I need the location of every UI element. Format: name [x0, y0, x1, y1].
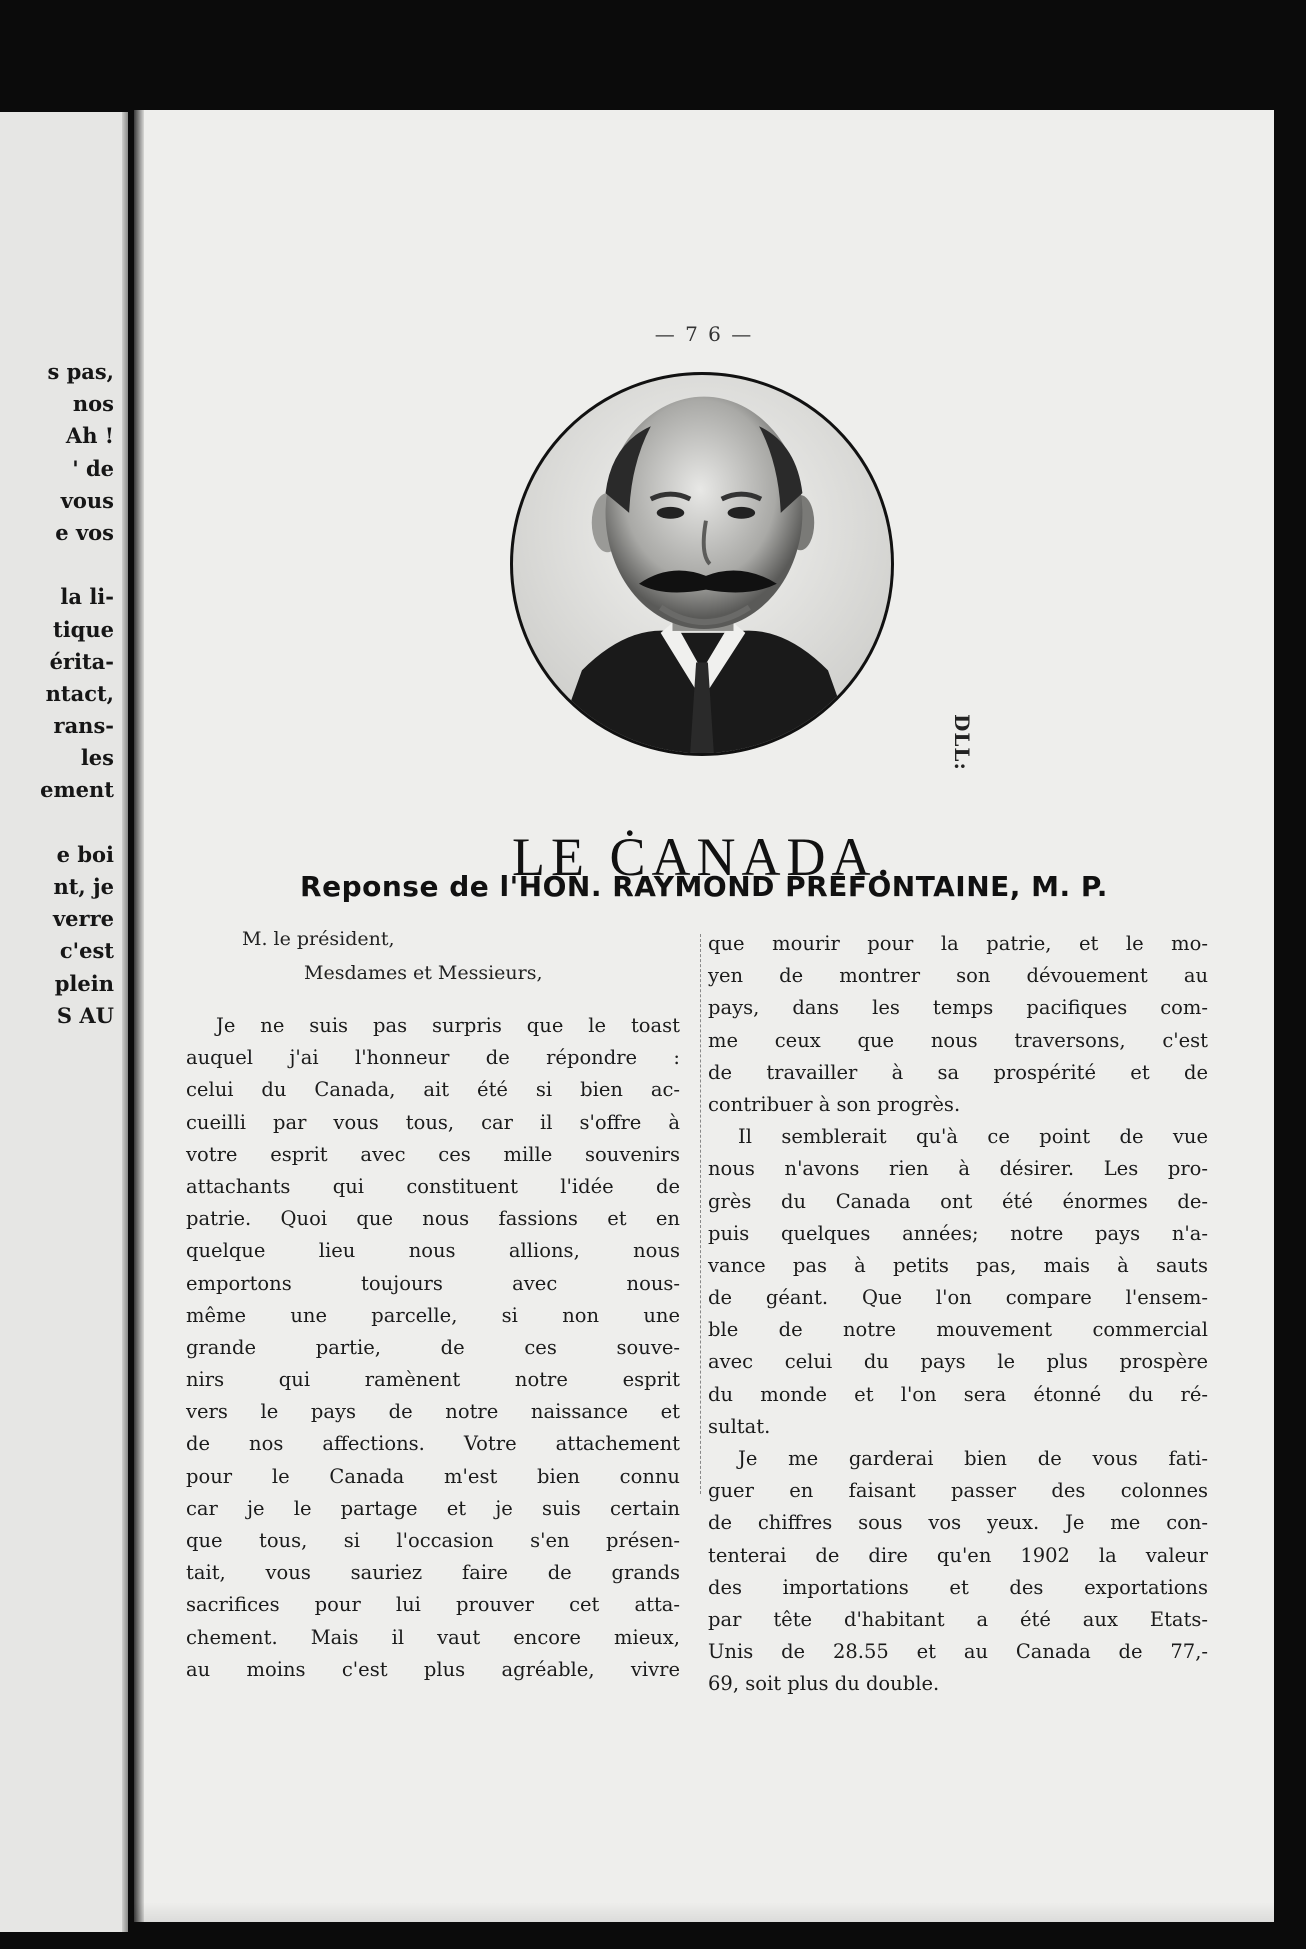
document-page — [134, 110, 1274, 1922]
text-line: chement. Mais il vaut encore mieux, — [186, 1625, 680, 1649]
text-line: par tête d'habitant a été aux Etats- — [708, 1607, 1208, 1631]
left-line: ement — [40, 777, 114, 803]
text-line: me ceux que nous traversons, c'est — [708, 1028, 1208, 1052]
text-line: avec celui du pays le plus prospère — [708, 1350, 1208, 1374]
text-line: car je le partage et je suis certain — [186, 1496, 680, 1520]
left-page-text — [0, 356, 114, 1032]
text-line: Je ne suis pas surpris que le toast — [216, 1014, 680, 1037]
text-line: quelque lieu nous allions, nous — [186, 1239, 680, 1263]
text-line: vers le pays de notre naissance et — [186, 1400, 680, 1424]
text-line: puis quelques années; notre pays n'a- — [708, 1221, 1208, 1245]
article-subtitle: Reponse de l'HON. RAYMOND PREFONTAINE, M. P. — [300, 870, 1108, 903]
left-line — [0, 807, 114, 839]
left-line: ntact, — [45, 680, 114, 706]
text-line: des importations et des exportations — [708, 1575, 1208, 1599]
text-line: Unis de 28.55 et au Canada de 77,- — [708, 1640, 1208, 1664]
left-line: tique — [53, 616, 114, 642]
text-line: que mourir pour la patrie, et le mo- — [708, 932, 1208, 955]
text-line: Il semblerait qu'à ce point de vue — [738, 1125, 1208, 1149]
left-line: c'est — [59, 938, 114, 964]
text-line: cueilli par vous tous, car il s'offre à — [186, 1110, 680, 1134]
left-line: érita- — [49, 648, 114, 674]
page-bottom-edge — [134, 1902, 1274, 1922]
right-column — [708, 928, 1208, 1701]
left-line: les — [80, 745, 114, 771]
text-line: sacrifices pour lui prouver cet atta- — [186, 1593, 680, 1617]
left-line: e vos — [55, 519, 114, 545]
text-line: nous n'avons rien à désirer. Les pro- — [708, 1157, 1208, 1181]
text-line: grès du Canada ont été énormes de- — [708, 1189, 1208, 1213]
text-line: au moins c'est plus agréable, vivre — [186, 1657, 680, 1681]
library-stamp: DLL: — [950, 714, 974, 771]
salutation-president: M. le président, — [242, 928, 395, 950]
left-line: e boi — [56, 841, 114, 867]
text-line: vance pas à petits pas, mais à sauts — [708, 1253, 1208, 1277]
text-line: que tous, si l'occasion s'en présen- — [186, 1529, 680, 1552]
left-line: s pas, — [47, 359, 114, 384]
salutation-audience: Mesdames et Messieurs, — [304, 962, 543, 984]
text-line: 69, soit plus du double. — [708, 1672, 940, 1696]
text-line: nirs qui ramènent notre esprit — [186, 1368, 680, 1392]
text-line: guer en faisant passer des colonnes — [708, 1479, 1208, 1503]
adjacent-left-page — [0, 112, 128, 1932]
text-line: votre esprit avec ces mille souvenirs — [186, 1142, 680, 1166]
text-line: attachants qui constituent l'idée de — [186, 1174, 680, 1198]
left-line: ' de — [72, 455, 114, 481]
left-line: Ah ! — [65, 423, 114, 449]
text-line: auquel j'ai l'honneur de répondre : — [186, 1046, 680, 1070]
text-line: tenterai de dire qu'en 1902 la valeur — [708, 1543, 1208, 1567]
text-line: pour le Canada m'est bien connu — [186, 1464, 680, 1488]
text-line: patrie. Quoi que nous fassions et en — [186, 1207, 680, 1231]
text-line: emportons toujours avec nous- — [186, 1271, 680, 1295]
page-number: — 7 6 — — [654, 322, 754, 346]
text-line: celui du Canada, ait été si bien ac- — [186, 1078, 680, 1102]
text-line: tait, vous sauriez faire de grands — [186, 1561, 680, 1585]
left-line: S AU — [56, 1002, 114, 1028]
text-line: Je me garderai bien de vous fati- — [738, 1447, 1208, 1470]
text-line: sultat. — [708, 1414, 771, 1438]
column-divider — [700, 934, 701, 1494]
portrait-photo — [510, 372, 894, 756]
left-line — [0, 549, 114, 581]
text-line: pays, dans les temps pacifiques com- — [708, 996, 1208, 1020]
text-line: ble de notre mouvement commercial — [708, 1318, 1208, 1342]
left-line: plein — [54, 970, 114, 996]
left-line: nos — [72, 391, 114, 417]
text-line: de nos affections. Votre attachement — [186, 1432, 680, 1456]
text-line: grande partie, de ces souve- — [186, 1335, 680, 1359]
left-line: la li- — [60, 584, 114, 610]
left-column — [186, 1010, 680, 1686]
left-line: verre — [52, 906, 114, 932]
left-line: nt, je — [53, 874, 114, 899]
left-line: vous — [60, 487, 114, 513]
text-line: du monde et l'on sera étonné du ré- — [708, 1382, 1208, 1406]
text-line: de géant. Que l'on compare l'ensem- — [708, 1286, 1208, 1310]
text-line: de chiffres sous vos yeux. Je me con- — [708, 1511, 1208, 1535]
text-line: de travailler à sa prospérité et de — [708, 1060, 1208, 1084]
text-line: yen de montrer son dévouement au — [708, 964, 1208, 988]
text-line: même une parcelle, si non une — [186, 1303, 680, 1327]
portrait-image — [513, 375, 891, 753]
left-line: rans- — [53, 713, 114, 739]
article-title: LE ĊANADA. — [512, 827, 896, 888]
text-line: contribuer à son progrès. — [708, 1092, 961, 1116]
